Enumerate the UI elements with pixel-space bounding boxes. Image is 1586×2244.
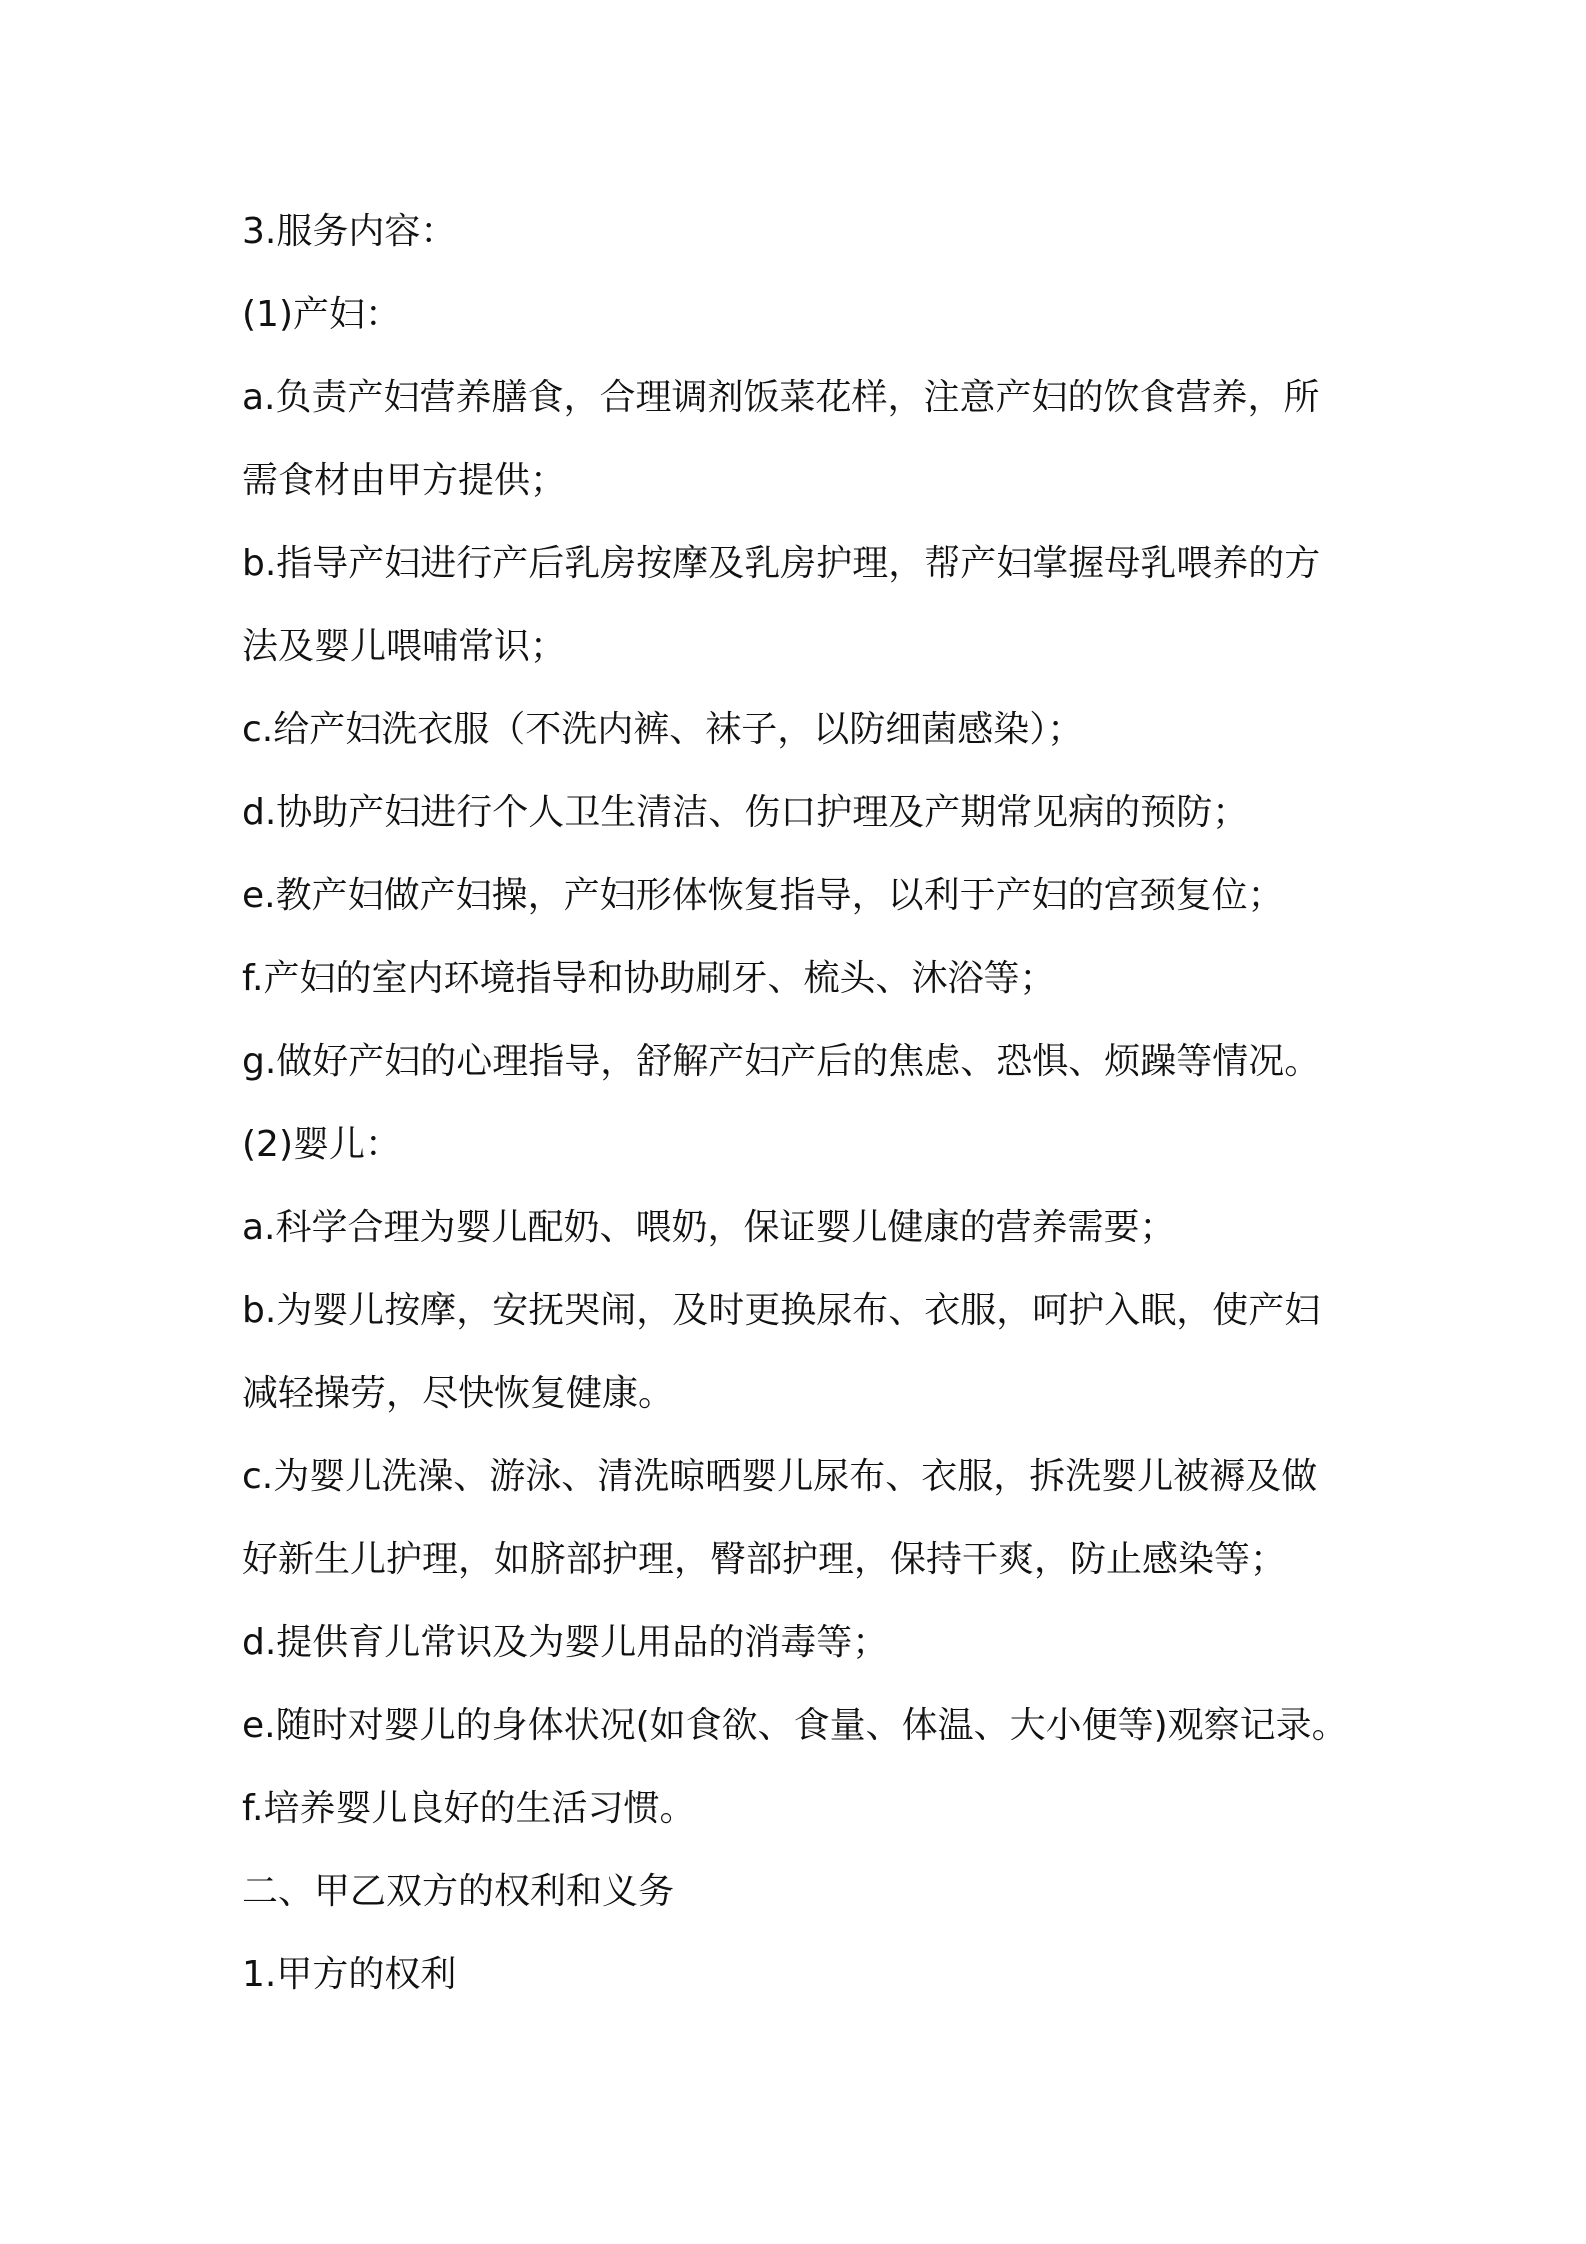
section-heading-rights-obligations: 二、甲乙双方的权利和义务: [242, 1871, 675, 1912]
paragraph-line: g.做好产妇的心理指导，舒解产妇产后的焦虑、恐惧、烦躁等情况。: [242, 1041, 1321, 1082]
paragraph-line: c.给产妇洗衣服（不洗内裤、袜子，以防细菌感染）；: [242, 709, 1084, 750]
subsection-heading-mother: (1)产妇：: [242, 294, 401, 335]
document-body: [242, 190, 1362, 2016]
subsection-heading-infant: (2)婴儿：: [242, 1124, 401, 1165]
subsection-heading-party-a-rights: 1.甲方的权利: [242, 1954, 457, 1995]
paragraph-line: 需食材由甲方提供；: [242, 460, 567, 501]
section-heading-service-content: 3.服务内容：: [242, 211, 457, 252]
paragraph-line: a.负责产妇营养膳食，合理调剂饭菜花样，注意产妇的饮食营养，所: [242, 377, 1320, 418]
paragraph-line: b.为婴儿按摩，安抚哭闹，及时更换尿布、衣服，呵护入眠，使产妇: [242, 1290, 1321, 1331]
paragraph-line: 减轻操劳，尽快恢复健康。: [242, 1373, 675, 1414]
paragraph-line: f.培养婴儿良好的生活习惯。: [242, 1788, 696, 1829]
paragraph-line: f.产妇的室内环境指导和协助刷牙、梳头、沐浴等；: [242, 958, 1056, 999]
paragraph-line: 法及婴儿喂哺常识；: [242, 626, 567, 667]
paragraph-line: d.提供育儿常识及为婴儿用品的消毒等；: [242, 1622, 889, 1663]
paragraph-line: d.协助产妇进行个人卫生清洁、伤口护理及产期常见病的预防；: [242, 792, 1249, 833]
paragraph-line: c.为婴儿洗澡、游泳、清洗晾晒婴儿尿布、衣服，拆洗婴儿被褥及做: [242, 1456, 1318, 1497]
paragraph-line: a.科学合理为婴儿配奶、喂奶，保证婴儿健康的营养需要；: [242, 1207, 1176, 1248]
paragraph-line: b.指导产妇进行产后乳房按摩及乳房护理，帮产妇掌握母乳喂养的方: [242, 543, 1321, 584]
paragraph-line: e.教产妇做产妇操，产妇形体恢复指导，以利于产妇的宫颈复位；: [242, 875, 1284, 916]
paragraph-line: 好新生儿护理，如脐部护理，臀部护理，保持干爽，防止感染等；: [242, 1539, 1287, 1580]
paragraph-line: e.随时对婴儿的身体状况(如食欲、食量、体温、大小便等)观察记录。: [242, 1705, 1348, 1746]
